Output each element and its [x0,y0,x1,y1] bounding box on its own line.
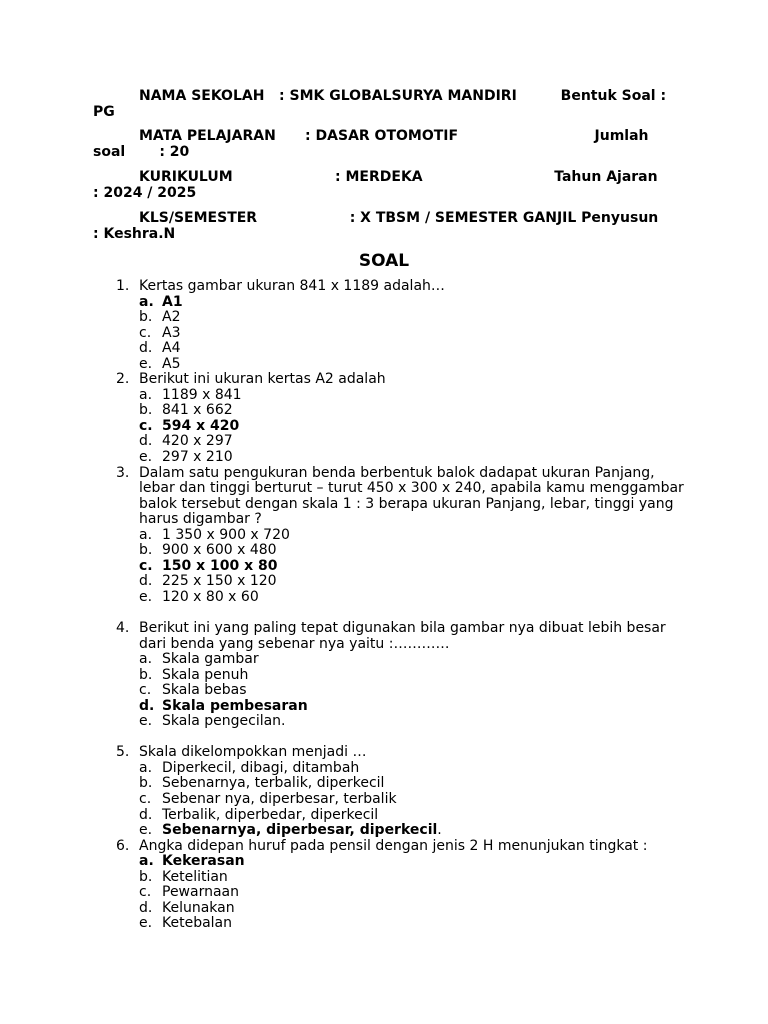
header-school-line: NAMA SEKOLAH : SMK GLOBALSURYA MANDIRI Bentuk Soal : PG [93,88,671,120]
header-subject-line: MATA PELAJARAN : DASAR OTOMOTIF Jumlah soal : 20 [93,128,654,160]
option-text: 120 x 80 x 60 [162,588,259,605]
option-text: Kelunakan [162,899,235,916]
option-text: 150 x 100 x 80 [162,557,278,574]
option-label: d. [139,433,153,450]
option-text: 594 x 420 [162,417,240,434]
option-item [139,574,693,590]
option-text: 225 x 150 x 120 [162,573,277,590]
option-item-answer [139,559,693,575]
option-text: Ketebalan [162,915,233,932]
question-item [93,279,693,372]
option-text: Skala pengecilan. [162,713,286,730]
option-item [139,808,693,824]
question-number: 2. [116,371,130,388]
option-label: b. [139,309,153,326]
option-text: Pewarnaan [162,884,239,901]
option-label: a. [139,651,153,668]
option-label: c. [139,417,153,434]
option-item [139,528,693,544]
question-number: 6. [116,837,130,854]
option-text: Sebenarnya, diperbesar, diperkecil [162,822,438,839]
option-label: e. [139,588,153,605]
option-label: d. [139,573,153,590]
question-number: 4. [116,619,130,636]
option-text: A4 [162,340,181,357]
option-label: a. [139,759,153,776]
option-item [139,388,693,404]
option-label: b. [139,775,153,792]
option-item [139,885,693,901]
option-item [139,450,693,466]
option-item [139,668,693,684]
option-label: e. [139,822,153,839]
option-item [139,652,693,668]
option-text: Skala bebas [162,682,247,699]
option-label: c. [139,324,152,341]
option-label: d. [139,697,155,714]
option-item [139,683,693,699]
option-item [139,590,693,606]
question-item [93,466,693,606]
option-label: a. [139,853,154,870]
option-item-answer [139,699,693,715]
option-label: b. [139,542,153,559]
question-number: 3. [116,464,130,481]
question-item [93,372,693,465]
question-text: Angka didepan huruf pada pensil dengan jenis 2 H menunjukan tingkat : [139,837,648,854]
header-class-line: KLS/SEMESTER : X TBSM / SEMESTER GANJIL Penyusun : Keshra.N [93,210,727,242]
option-item-answer [139,854,693,870]
option-label: b. [139,868,153,885]
option-item [139,326,693,342]
option-text: Skala penuh [162,666,249,683]
question-item [93,839,693,932]
question-text: Berikut ini ukuran kertas A2 adalah [139,371,386,388]
option-text: Sebenar nya, diperbesar, terbalik [162,790,397,807]
option-label: c. [139,557,153,574]
option-text: Skala gambar [162,651,259,668]
option-suffix: . [437,822,442,839]
option-text: A1 [162,293,183,310]
option-label: e. [139,449,153,466]
option-label: c. [139,790,152,807]
option-label: b. [139,402,153,419]
option-item [139,403,693,419]
option-list [139,761,693,839]
option-item [139,714,693,730]
option-text: A2 [162,309,181,326]
question-item [93,621,693,730]
option-item [139,341,693,357]
option-item [139,543,693,559]
option-item-answer [139,823,693,839]
header-curriculum-line: KURIKULUM : MERDEKA Tahun Ajaran : 2024 / 2025 [93,169,687,201]
option-text: A5 [162,355,181,372]
question-text: Kertas gambar ukuran 841 x 1189 adalah… [139,278,445,294]
option-label: a. [139,293,154,310]
question-number: 1. [116,278,130,294]
option-item [139,901,693,917]
option-item [139,916,693,932]
option-text: Sebenarnya, terbalik, diperkecil [162,775,385,792]
option-item [139,792,693,808]
option-label: b. [139,666,153,683]
option-label: e. [139,915,153,932]
question-list [93,279,693,932]
page-title: SOAL [358,251,410,271]
option-item [139,357,693,373]
option-text: Ketelitian [162,868,228,885]
option-text: 1189 x 841 [162,386,242,403]
option-text: 900 x 600 x 480 [162,542,277,559]
option-label: c. [139,682,152,699]
question-text: Skala dikelompokkan menjadi … [139,744,367,761]
option-label: d. [139,340,153,357]
option-label: d. [139,806,153,823]
option-item-answer [139,419,693,435]
option-text: A3 [162,324,181,341]
option-text: Skala pembesaran [162,697,308,714]
option-text: Diperkecil, dibagi, ditambah [162,759,360,776]
option-text: 841 x 662 [162,402,233,419]
question-text: Berikut ini yang paling tepat digunakan bila gambar nya dibuat lebih besar dari benda yang sebenar nya yaitu :………… [139,619,666,652]
option-text: Kekerasan [162,853,245,870]
option-text: 297 x 210 [162,449,233,466]
option-label: d. [139,899,153,916]
option-list [139,295,693,373]
option-item-answer [139,295,693,311]
option-text: 1 350 x 900 x 720 [162,526,290,543]
option-text: Terbalik, diperbedar, diperkecil [162,806,379,823]
question-text: Dalam satu pengukuran benda berbentuk balok dadapat ukuran Panjang, lebar dan tinggi berturut – turut 450 x 300 x 240, apabila kamu menggambar balok tersebut dengan skala 1 : 3 berapa ukuran Panjang, lebar, tinggi yang harus digambar ? [139,464,684,528]
question-item [93,745,693,838]
option-item [139,761,693,777]
option-list [139,854,693,932]
question-number: 5. [116,744,130,761]
option-item [139,870,693,886]
option-item [139,776,693,792]
option-label: a. [139,386,153,403]
option-label: a. [139,526,153,543]
option-text: 420 x 297 [162,433,233,450]
option-item [139,434,693,450]
option-list [139,388,693,466]
option-item [139,310,693,326]
option-list [139,528,693,606]
option-label: e. [139,355,153,372]
option-label: c. [139,884,152,901]
option-label: e. [139,713,153,730]
option-list [139,652,693,730]
